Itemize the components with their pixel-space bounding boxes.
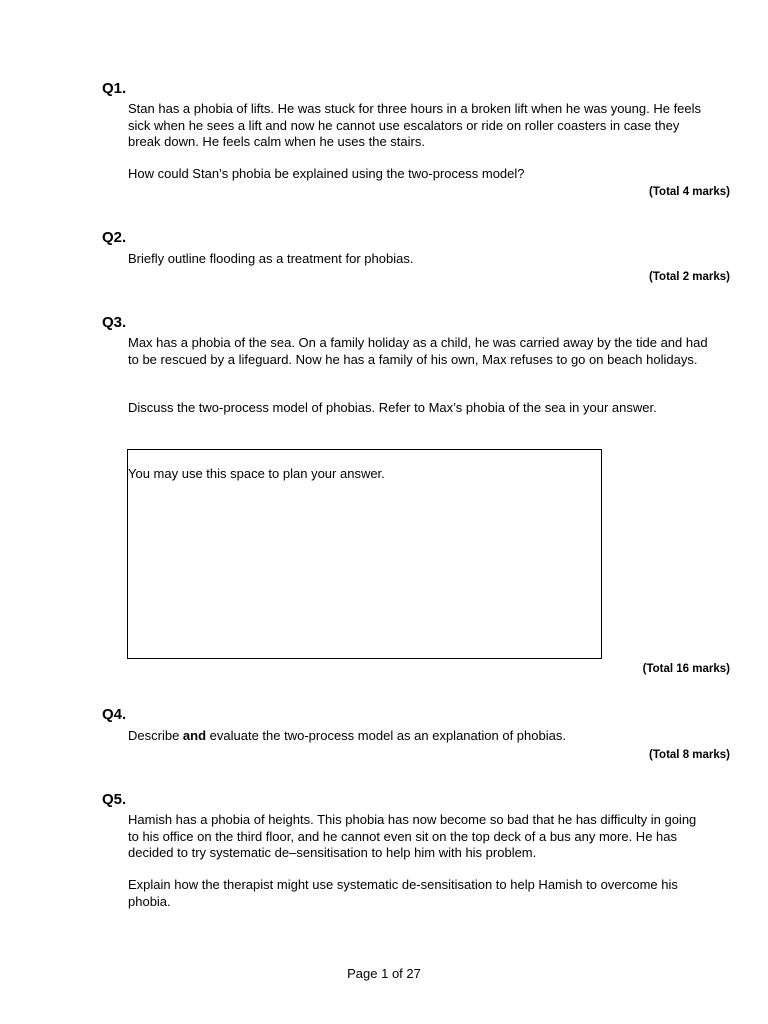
- question-number: Q5.: [102, 791, 127, 808]
- question-text: Hamish has a phobia of heights. This phobia has now become so bad that he has difficulty in going to his office on the third floor, and he cannot even sit on the top deck of a bus any more. He has decided to try systematic de–sensitisation to help him with his problem.: [128, 812, 697, 860]
- marks-total: (Total 8 marks): [649, 749, 730, 761]
- question-number: Q3.: [102, 314, 127, 331]
- question-text: Stan has a phobia of lifts. He was stuck for three hours in a broken lift when he was young. He feels sick when he sees a lift and now he cannot use escalators or ride on roller coasters in case they break down. He feels calm when he uses the stairs.: [128, 101, 702, 149]
- page-number: Page 1 of 27: [347, 966, 421, 981]
- question-text-part: evaluate the two-process model as an explanation of phobias.: [206, 728, 566, 743]
- plan-box-label: You may use this space to plan your answer.: [128, 466, 385, 481]
- question-number: Q4.: [102, 706, 127, 723]
- marks-total: (Total 4 marks): [649, 186, 730, 198]
- question-prompt: Discuss the two-process model of phobias. Refer to Max’s phobia of the sea in your answer.: [128, 400, 657, 415]
- question-text: Briefly outline flooding as a treatment for phobias.: [128, 251, 414, 266]
- marks-total: (Total 2 marks): [649, 271, 730, 283]
- question-text-part: Describe: [128, 728, 183, 743]
- question-text: [128, 728, 708, 745]
- question-text: Max has a phobia of the sea. On a family holiday as a child, he was carried away by the tide and had to be rescued by a lifeguard. Now he has a family of his own, Max refuses to go on beach holidays.: [128, 335, 708, 367]
- question-prompt: Explain how the therapist might use systematic de-sensitisation to help Hamish to overcome his phobia.: [128, 877, 678, 909]
- question-number: Q2.: [102, 229, 127, 246]
- question-number: Q1.: [102, 80, 127, 97]
- answer-plan-box[interactable]: [127, 449, 602, 659]
- emphasis-and: and: [182, 728, 207, 743]
- question-prompt: How could Stan’s phobia be explained using the two-process model?: [128, 166, 525, 181]
- marks-total: (Total 16 marks): [642, 663, 730, 675]
